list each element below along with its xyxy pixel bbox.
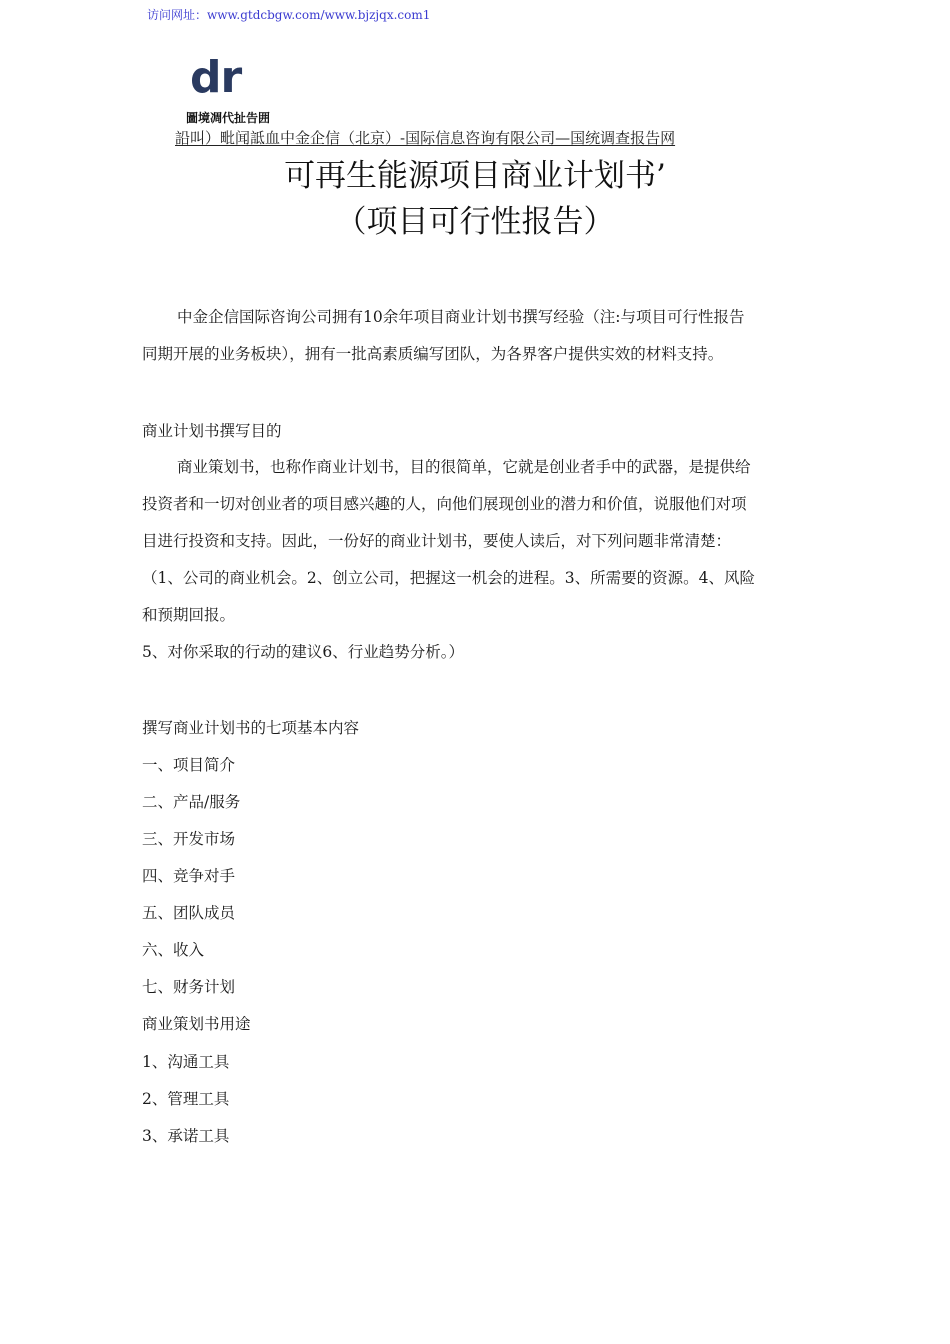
purpose-line: 商业策划书，也称作商业计划书，目的很简单，它就是创业者手中的武器，是提供给 [177, 458, 751, 476]
contents-item: 一、项目简介 [142, 756, 236, 774]
uses-heading: 商业策划书用途 [142, 1015, 251, 1033]
company-logo: dr [190, 52, 242, 103]
purpose-paragraph [142, 449, 810, 671]
contents-item: 四、竞争对手 [142, 867, 236, 885]
intro-paragraph [142, 299, 810, 373]
contents-item: 六、收入 [142, 941, 205, 959]
logo-caption: 圖境凋代扯告囲 [186, 111, 271, 125]
purpose-line: 5、对你采取的行动的建议6、行业趋势分析。） [142, 643, 464, 661]
contents-item: 五、团队成员 [142, 904, 236, 922]
organization-header: 䛇叫）毗闻詆血中金企信（北京）-国际信息咨询有限公司—国统调查报告网 [175, 129, 676, 147]
visit-url-link[interactable]: 访问网址：www.gtdcbgw.com/www.bjzjqx.com1 [147, 8, 431, 22]
document-subtitle: （项目可行性报告） [335, 204, 615, 240]
contents-heading: 撰写商业计划书的七项基本内容 [142, 719, 360, 737]
document-title: 可再生能源项目商业计划书’ [284, 158, 666, 194]
intro-line: 同期开展的业务板块），拥有一批高素质编写团队，为各界客户提供实效的材料支持。 [142, 345, 724, 363]
purpose-line: 和预期回报。 [142, 606, 236, 624]
intro-line: 中金企信国际咨询公司拥有10余年项目商业计划书撰写经验（注:与项目可行性报告 [177, 308, 745, 326]
purpose-line: （1、公司的商业机会。2、创立公司，把握这一机会的进程。3、所需要的资源。4、风险 [142, 569, 755, 587]
contents-item: 七、财务计划 [142, 978, 236, 996]
contents-item: 三、开发市场 [142, 830, 236, 848]
contents-item: 二、产品/服务 [142, 793, 241, 811]
purpose-heading: 商业计划书撰写目的 [142, 422, 282, 440]
uses-item: 1、沟通工具 [142, 1053, 230, 1071]
uses-item: 3、承诺工具 [142, 1127, 230, 1145]
uses-item: 2、管理工具 [142, 1090, 230, 1108]
purpose-line: 目进行投资和支持。因此，一份好的商业计划书，要使人读后，对下列问题非常清楚： [142, 532, 732, 550]
purpose-line: 投资者和一切对创业者的项目感兴趣的人，向他们展现创业的潜力和价值，说服他们对项 [142, 495, 747, 513]
